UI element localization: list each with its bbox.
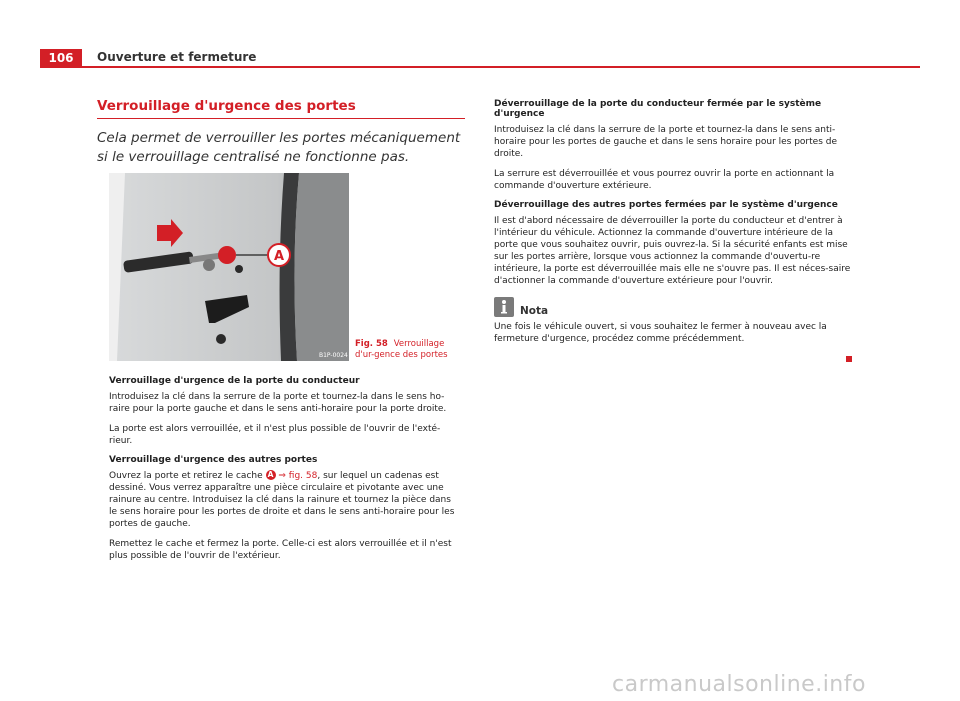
heading-driver-lock: Verrouillage d'urgence de la porte du conducteur [109,376,360,386]
paragraph: Introduisez la clé dans la serrure de la porte et tournez-la dans le sens anti-horaire pour les portes de gauche et dans le sens horaire pour les portes de droite. [494,125,837,159]
figure-door-lock [109,173,349,361]
header-divider [40,66,920,68]
paragraph: Introduisez la clé dans la serrure de la porte et tournez-la dans le sens ho-raire pour la porte gauche et dans le sens anti-horaire pour la porte droite. [109,392,447,414]
nota-text: Une fois le véhicule ouvert, si vous souhaitez le fermer à nouveau avec la fermeture d'urgence, procédez comme précédemment. [494,322,827,344]
nota-title: Nota [520,305,549,317]
caption-text: Verrouillage d'ur-gence des portes [355,339,448,360]
heading-other-doors-unlock: Déverrouillage des autres portes fermées par le système d'urgence [494,200,838,210]
figure-code: B1P-0024 [319,352,348,359]
heading-driver-unlock: Déverrouillage de la porte du conducteur fermée par le système d'urgence [494,99,822,119]
end-of-section-marker [846,356,852,362]
lock-cover-marker [218,246,236,264]
paragraph [109,470,461,530]
figure-link[interactable]: ⇒ fig. 58 [278,471,318,481]
door-illustration [109,173,349,361]
left-column [109,376,461,570]
nota-header [494,297,852,317]
figure-caption [355,339,465,361]
heading-other-doors-lock: Verrouillage d'urgence des autres portes [109,455,318,465]
lock-cylinder [203,259,215,271]
caption-number: Fig. 58 [355,339,388,349]
screw-top [235,265,243,273]
info-icon [494,297,514,317]
paragraph: Il est d'abord nécessaire de déverrouiller la porte du conducteur et d'entrer à l'intérieur du véhicule. Actionnez la commande d'ouverture intérieure de la porte que vous souhaitez ouvrir, puis ouvrez-la. Si la sécurité enfants est mise sur les portes arrière, lorsque vous actionnez la commande d'ouvertu-re intérieure, la porte est déverrouillée mais elle ne s'ouvre pas. Il est néces-saire d'actionner la commande d'ouverture extérieure pour l'ouvrir. [494,216,851,286]
paragraph: La porte est alors verrouillée, et il n'est plus possible de l'ouvrir de l'exté-rieur. [109,424,441,446]
paragraph: La serrure est déverrouillée et vous pourrez ouvrir la porte en actionnant la commande d'ouverture extérieure. [494,169,835,191]
section-title: Verrouillage d'urgence des portes [97,98,465,119]
text-fragment: , sur lequel un cadenas est dessiné. Vous verrez apparaître une pièce circulaire et pivotante avec une rainure au centre. Introduisez la clé dans la rainure et tournez la pièce dans le sens horaire pour les portes de droite et dans le sens anti-horaire pour les portes de gauche. [109,471,455,529]
text-fragment: Ouvrez la porte et retirez le cache [109,471,263,481]
badge-a: A [266,470,276,480]
paragraph: Remettez le cache et fermez la porte. Celle-ci est alors verrouillée et il n'est plus possible de l'ouvrir de l'extérieur. [109,539,452,561]
page-number: 106 [40,49,82,67]
watermark: carmanualsonline.info [612,672,866,697]
right-column [494,99,852,353]
screw-bottom [216,334,226,344]
chapter-title: Ouverture et fermeture [97,50,257,64]
callout-a-label: A [273,249,285,264]
section-intro: Cela permet de verrouiller les portes mécaniquement si le verrouillage centralisé ne fonctionne pas. [97,130,461,165]
door-frame [294,173,349,361]
section-header [97,98,465,167]
